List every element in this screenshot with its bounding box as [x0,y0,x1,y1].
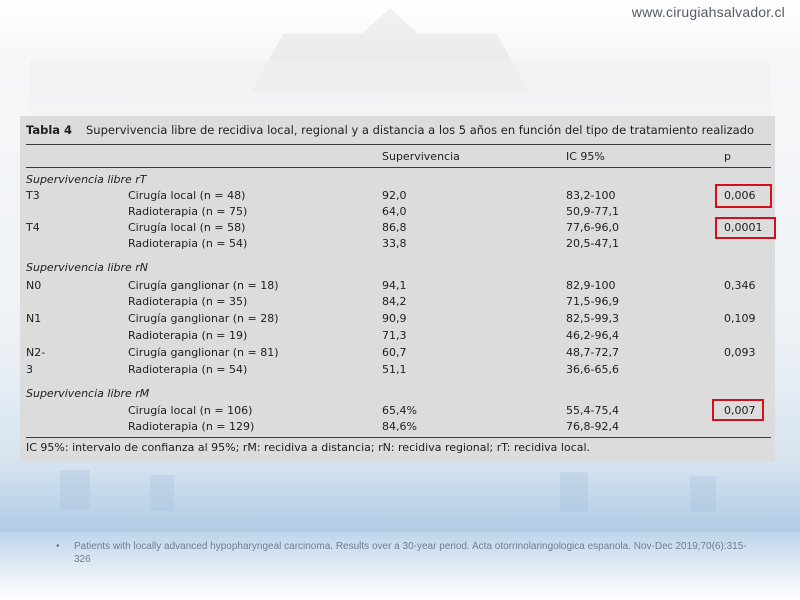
row-group: 3 [26,363,33,376]
row-group: N2- [26,346,46,359]
row-group: T3 [26,189,40,202]
background-window [690,476,716,512]
p-value-highlight [715,217,776,239]
row-survival: 64,0 [382,205,407,218]
background-building-base [0,462,800,532]
row-survival: 94,1 [382,279,407,292]
row-survival: 92,0 [382,189,407,202]
row-ci: 50,9-77,1 [566,205,619,218]
table-row [20,188,775,204]
row-ci: 55,4-75,4 [566,404,619,417]
row-ci: 20,5-47,1 [566,237,619,250]
row-treatment: Cirugía ganglionar (n = 18) [128,279,279,292]
row-survival: 51,1 [382,363,407,376]
row-ci: 83,2-100 [566,189,616,202]
row-ci: 82,5-99,3 [566,312,619,325]
section-title-rt: Supervivencia libre rT [26,173,147,186]
row-ci: 48,7-72,7 [566,346,619,359]
row-ci: 76,8-92,4 [566,420,619,433]
row-treatment: Radioterapia (n = 54) [128,237,248,250]
table-row [20,236,775,252]
table-number: Tabla 4 [26,123,73,137]
table-footnote: IC 95%: intervalo de confianza al 95%; rM: recidiva a distancia; rN: recidiva regional; rT: recidiva local. [26,441,591,454]
row-p-value: 0,346 [724,279,756,292]
row-treatment: Cirugía ganglionar (n = 28) [128,312,279,325]
results-table [20,116,775,462]
row-p-value: 0,0001 [724,221,763,234]
row-group: T4 [26,221,40,234]
section-title [20,172,775,188]
background-building-wall [30,60,770,120]
row-ci: 36,6-65,6 [566,363,619,376]
row-group: N1 [26,312,42,325]
background-window [150,475,174,511]
row-survival: 86,8 [382,221,407,234]
row-p-value: 0,006 [724,189,756,202]
bullet-icon: • [56,541,60,552]
row-treatment: Radioterapia (n = 129) [128,420,255,433]
row-treatment: Cirugía local (n = 106) [128,404,253,417]
row-group: N0 [26,279,42,292]
site-watermark: www.cirugiahsalvador.cl [631,4,785,20]
row-treatment: Cirugía ganglionar (n = 81) [128,346,279,359]
row-survival: 84,2 [382,295,407,308]
table-row [20,311,775,327]
row-survival: 71,3 [382,329,407,342]
column-header-p: p [724,150,731,163]
row-survival: 84,6% [382,420,417,433]
row-ci: 46,2-96,4 [566,329,619,342]
column-header-survival: Supervivencia [382,150,460,163]
table-title-row [20,122,775,138]
background-window [560,472,588,512]
table-row [20,362,775,378]
row-p-value: 0,109 [724,312,756,325]
citation-text: Patients with locally advanced hypopharyngeal carcinoma. Results over a 30-year period. Acta otorrinolaringologica espanola. Nov-Dec 2019;70(6):315-326 [74,541,747,565]
row-ci: 71,5-96,9 [566,295,619,308]
table-row [20,403,775,419]
background-window [60,470,90,510]
table-divider [26,437,771,438]
section-title-rm: Supervivencia libre rM [26,387,150,400]
table-row [20,294,775,310]
row-p-value: 0,007 [724,404,756,417]
row-treatment: Radioterapia (n = 75) [128,205,248,218]
table-row [20,278,775,294]
p-value-highlight [712,399,764,421]
column-header-row [20,149,775,165]
section-title-rn: Supervivencia libre rN [26,261,149,274]
row-treatment: Radioterapia (n = 54) [128,363,248,376]
row-ci: 77,6-96,0 [566,221,619,234]
row-treatment: Cirugía local (n = 48) [128,189,246,202]
row-ci: 82,9-100 [566,279,616,292]
p-value-highlight [715,184,772,208]
table-divider [26,144,771,145]
table-row [20,345,775,361]
row-survival: 60,7 [382,346,407,359]
row-p-value: 0,093 [724,346,756,359]
section-title [20,386,775,402]
column-header-ci: IC 95% [566,150,605,163]
table-row [20,204,775,220]
section-title [20,260,775,276]
table-divider [26,167,771,168]
row-survival: 65,4% [382,404,417,417]
table-footnote-row [20,440,775,456]
table-caption: Supervivencia libre de recidiva local, regional y a distancia a los 5 años en función del tipo de tratamiento realizado [86,123,755,137]
row-treatment: Cirugía local (n = 58) [128,221,246,234]
row-survival: 90,9 [382,312,407,325]
row-treatment: Radioterapia (n = 35) [128,295,248,308]
table-row [20,328,775,344]
table-row [20,220,775,236]
row-survival: 33,8 [382,237,407,250]
row-treatment: Radioterapia (n = 19) [128,329,248,342]
table-row [20,419,775,435]
